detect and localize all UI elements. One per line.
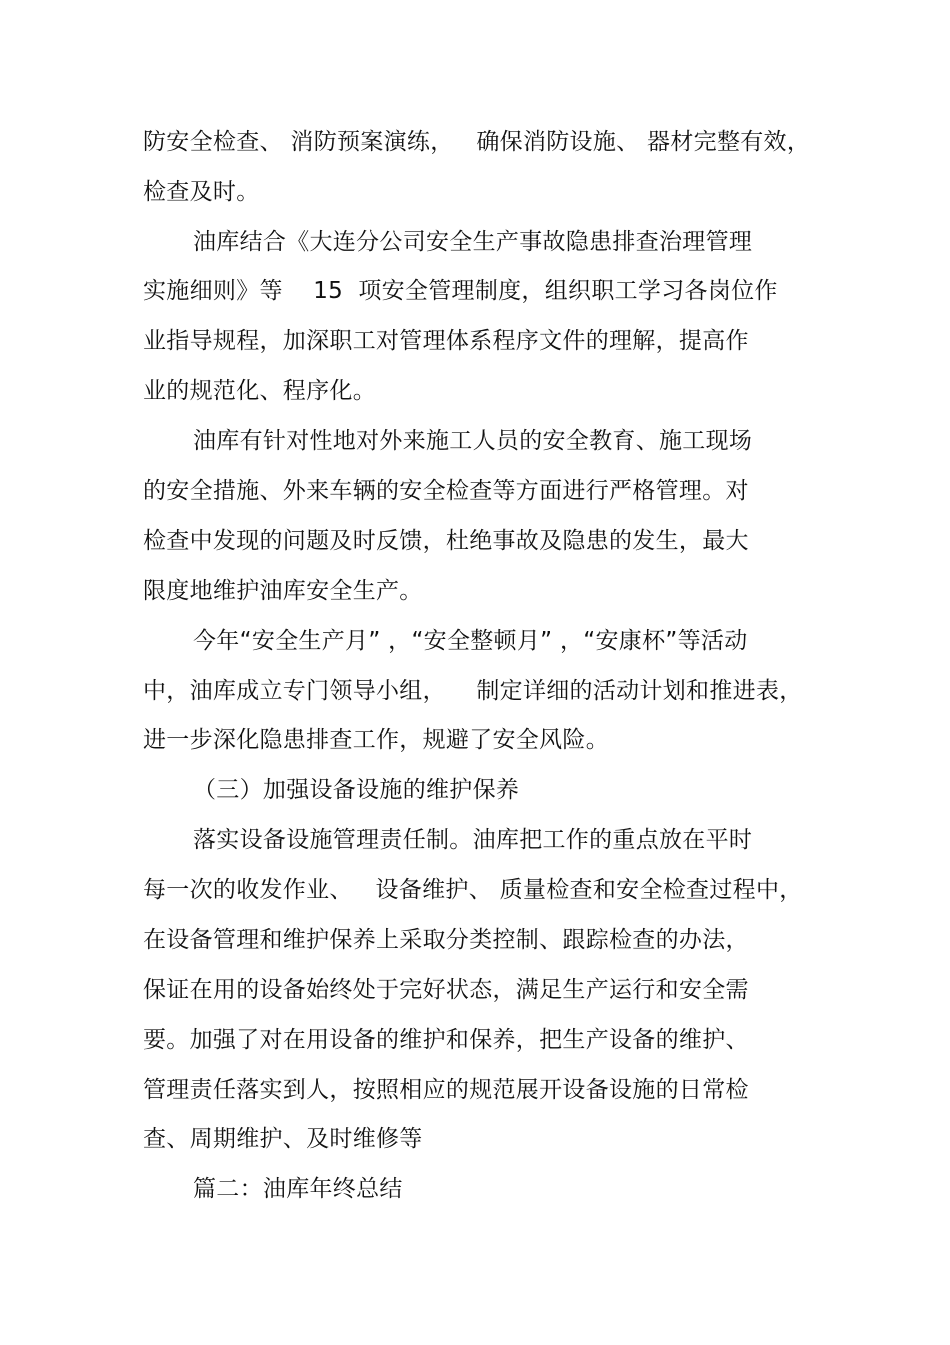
text-line: 在设备管理和维护保养上采取分类控制、跟踪检查的办法， bbox=[143, 927, 749, 953]
text-line: 进一步深化隐患排查工作，规避了安全风险。 bbox=[143, 727, 609, 753]
text-line: 的安全措施、外来车辆的安全检查等方面进行严格管理。对 bbox=[143, 478, 749, 504]
text-line: 防安全检查、 消防预案演练， 确保消防设施、 器材完整有效， bbox=[143, 129, 811, 155]
text-line: 查、周期维护、及时维修等 bbox=[143, 1126, 423, 1152]
section-heading: （三）加强设备设施的维护保养 bbox=[193, 777, 520, 803]
text-line: 检查及时。 bbox=[143, 179, 260, 205]
text-line: 落实设备设施管理责任制。油库把工作的重点放在平时 bbox=[193, 827, 753, 853]
text-line: 油库有针对性地对外来施工人员的安全教育、施工现场 bbox=[193, 428, 753, 454]
text-line: 中，油库成立专门领导小组， 制定详细的活动计划和推进表， bbox=[143, 678, 803, 704]
text-line: 今年“安全生产月” ，“安全整顿月” ，“安康杯”等活动 bbox=[193, 628, 748, 654]
text-line: 限度地维护油库安全生产。 bbox=[143, 578, 423, 604]
text-line: 油库结合《大连分公司安全生产事故隐患排查治理管理 bbox=[193, 229, 753, 255]
text-line: 每一次的收发作业、 设备维护、 质量检查和安全检查过程中， bbox=[143, 877, 803, 903]
text-line: 保证在用的设备始终处于完好状态，满足生产运行和安全需 bbox=[143, 977, 749, 1003]
text-line: 检查中发现的问题及时反馈，杜绝事故及隐患的发生，最大 bbox=[143, 528, 749, 554]
text-line: 要。加强了对在用设备的维护和保养，把生产设备的维护、 bbox=[143, 1027, 749, 1053]
chapter-heading: 篇二：油库年终总结 bbox=[193, 1176, 403, 1202]
text-line: 业的规范化、程序化。 bbox=[143, 378, 376, 404]
text-line: 实施细则》等 15 项安全管理制度，组织职工学习各岗位作 bbox=[143, 278, 778, 304]
text-line: 业指导规程，加深职工对管理体系程序文件的理解，提高作 bbox=[143, 328, 749, 354]
text-line: 管理责任落实到人，按照相应的规范展开设备设施的日常检 bbox=[143, 1077, 749, 1103]
